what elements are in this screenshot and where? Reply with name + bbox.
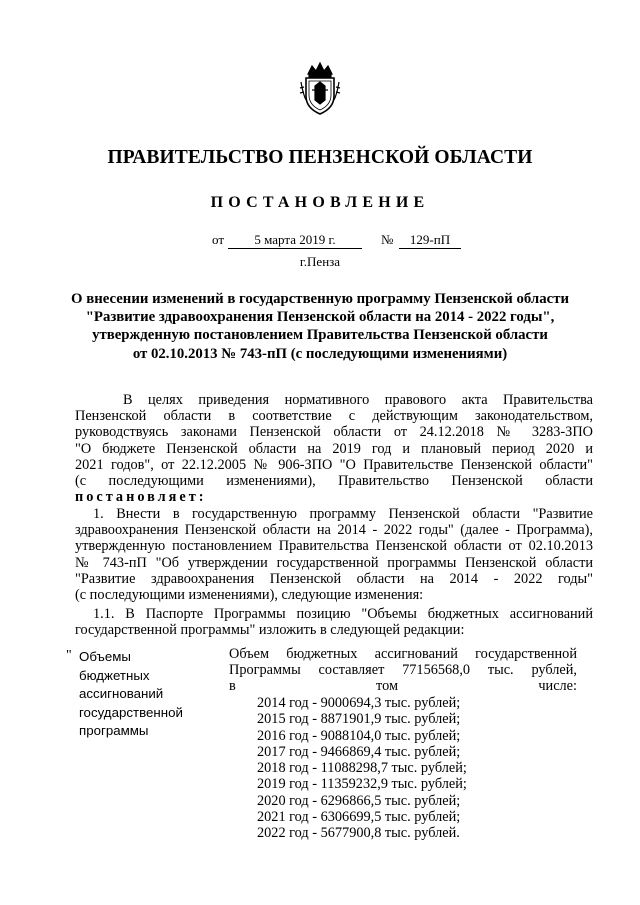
text-line: "Развитие здравоохранения Пензенской области на 2014 - 2022 годы" (75, 570, 593, 587)
heading-line: от 02.10.2013 № 743-пП (с последующими изменениями) (132, 345, 508, 362)
text-line: 1. Внести в государственную программу Пензенской области "Развитие (93, 506, 593, 522)
text-line: в том числе: (229, 678, 577, 695)
text-line: Объем бюджетных ассигнований государственной (229, 646, 577, 662)
document-number: 129-пП (399, 232, 461, 249)
label-line: Объемы (79, 649, 131, 664)
text-line: утвержденную постановлением Правительства Пензенской области от 02.10.2013 (75, 538, 593, 555)
year-amount: 2014 год - 9000694,3 тыс. рублей; (257, 695, 461, 711)
label-line: ассигнований (79, 686, 164, 702)
text-line: 2021 годов", от 22.12.2005 № 906-ЗПО "О Правительстве Пензенской области" (75, 456, 593, 473)
text-line: (с последующими изменениями), Правительство Пензенской области (75, 472, 593, 489)
heading-line: утвержденную постановлением Правительства Пензенской области (92, 327, 548, 344)
text-line: "О бюджете Пензенской области на 2019 год и плановый период 2020 и (75, 440, 593, 457)
number-prefix: № (381, 232, 394, 247)
text-line: здравоохранения Пензенской области на 2014 - 2022 годы" (далее - Программа), (75, 522, 593, 539)
city: г.Пенза (299, 254, 341, 269)
year-amount: 2015 год - 8871901,9 тыс. рублей; (257, 711, 461, 728)
text-line: Программы составляет 77156568,0 тыс. рублей, (229, 662, 577, 679)
heading-line: О внесении изменений в государственную программу Пензенской области (71, 291, 569, 307)
document-heading (60, 290, 580, 363)
year-amount: 2018 год - 11088298,7 тыс. рублей; (257, 760, 467, 777)
text-line: государственной программы" изложить в следующей редакции: (75, 622, 465, 639)
date-number-line (0, 232, 640, 252)
year-amount: 2016 год - 9088104,0 тыс. рублей; (257, 727, 461, 744)
text-line: № 743-пП "Об утверждении государственной программы Пензенской области (75, 554, 593, 571)
text-line: 1.1. В Паспорте Программы позицию "Объемы бюджетных ассигнований (93, 606, 593, 622)
document-type: ПОСТАНОВЛЕНИЕ (210, 194, 430, 211)
year-amount: 2019 год - 11359232,9 тыс. рублей; (257, 776, 467, 793)
label-line: программы (79, 723, 149, 739)
date-prefix: от (212, 232, 225, 247)
resolves-word: постановляет: (75, 489, 207, 506)
year-amount: 2020 год - 6296866,5 тыс. рублей; (257, 792, 461, 809)
preamble-paragraph (75, 392, 593, 505)
text-line: Пензенской области в соответствие с действующим законодательством, (75, 408, 593, 425)
organization-title: ПРАВИТЕЛЬСТВО ПЕНЗЕНСКОЙ ОБЛАСТИ (107, 147, 533, 168)
text-line: В целях приведения нормативного правового акта Правительства (123, 392, 593, 408)
text-line: (с последующими изменениями), следующие изменения: (75, 586, 424, 603)
item-1-paragraph (75, 506, 593, 603)
label-line: государственной (79, 704, 183, 720)
year-amount: 2017 год - 9466869,4 тыс. рублей; (257, 743, 461, 760)
yearly-amounts-list (257, 695, 467, 842)
table-value-cell (229, 646, 577, 695)
coat-of-arms-icon (298, 60, 342, 116)
item-1-1-paragraph (75, 606, 593, 638)
year-amount: 2022 год - 5677900,8 тыс. рублей. (257, 825, 460, 842)
heading-line: "Развитие здравоохранения Пензенской области на 2014 - 2022 годы", (85, 309, 555, 326)
opening-quote: " (66, 648, 72, 663)
label-line: бюджетных (79, 667, 150, 683)
year-amount: 2021 год - 6306699,5 тыс. рублей; (257, 809, 461, 826)
table-label-cell (79, 648, 209, 741)
document-date: 5 марта 2019 г. (228, 232, 362, 249)
text-line: руководствуясь законами Пензенской области от 24.12.2018 № 3283-ЗПО (75, 424, 593, 441)
